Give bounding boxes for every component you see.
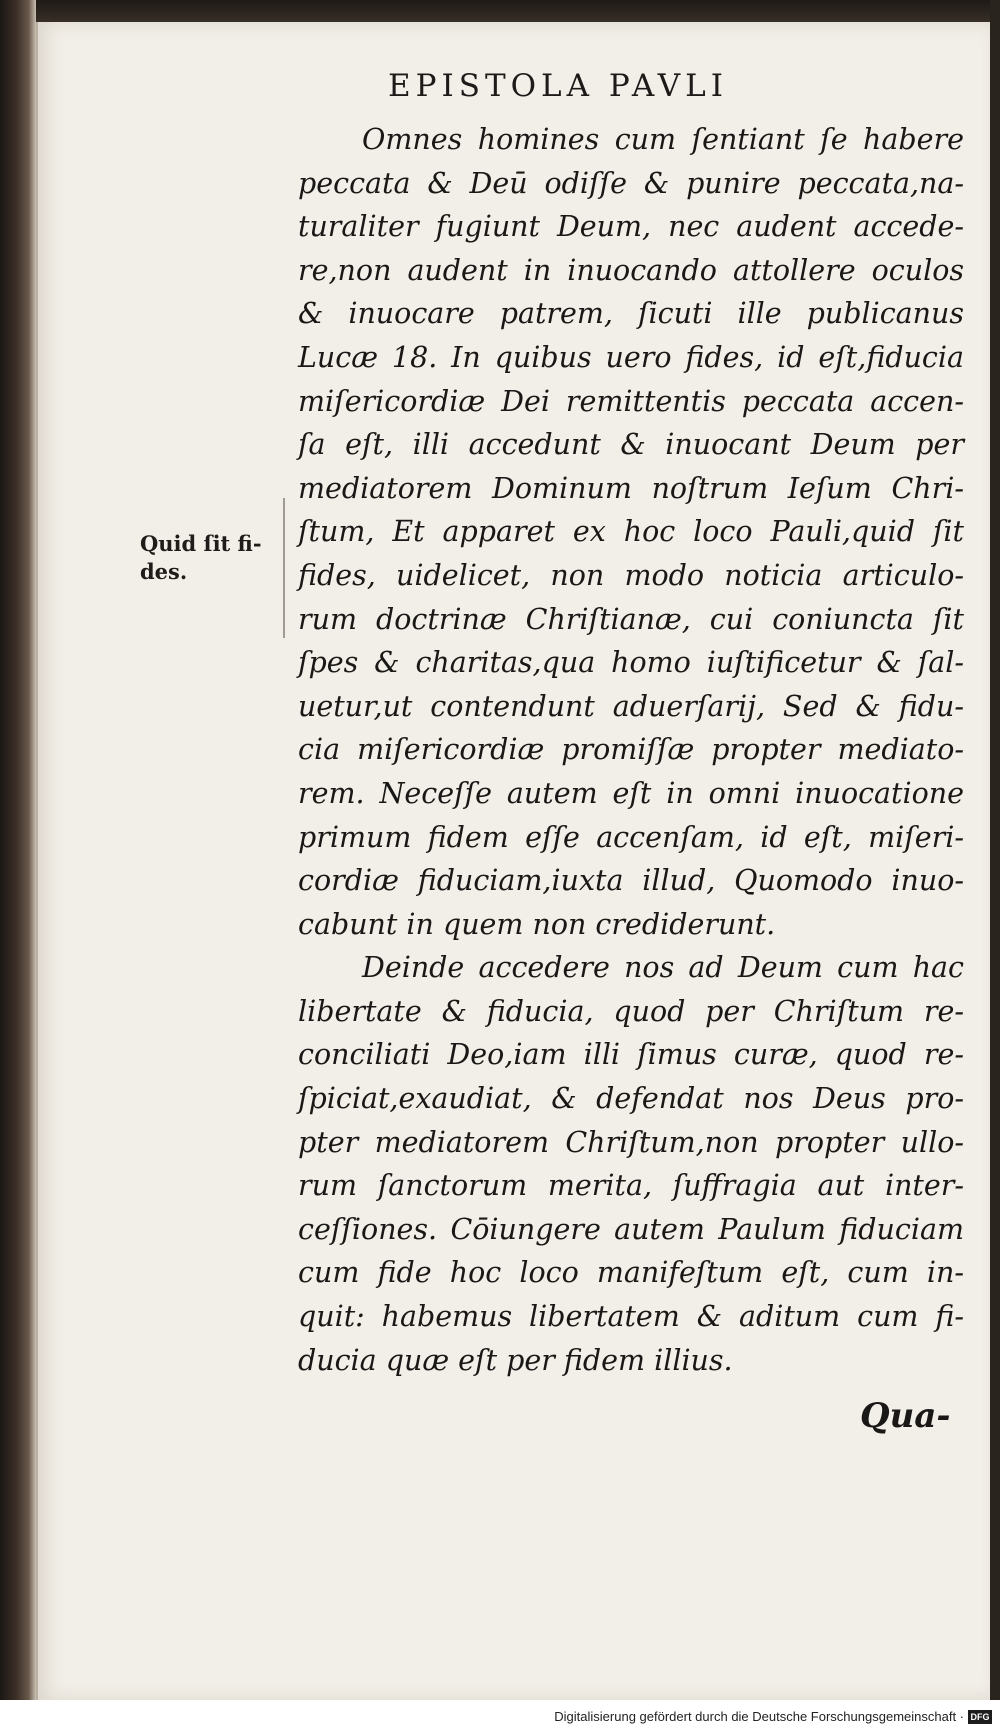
text-line: primum fidem eſſe accenſam, id eſt, miſeri-	[298, 820, 964, 854]
text-line: cia miſericordiæ promiſſæ propter mediato-	[298, 733, 964, 767]
text-line: rum doctrinæ Chriſtianæ, cui coniuncta ſit	[298, 602, 964, 636]
footer-credit: Digitalisierung gefördert durch die Deutsche Forschungsgemeinschaft ·	[554, 1709, 964, 1724]
text-line: fides, uidelicet, non modo noticia articulo-	[298, 558, 964, 592]
text-line: cabunt in quem non crediderunt.	[298, 907, 776, 941]
text-line: turaliter fugiunt Deum, nec audent accede-	[298, 210, 964, 244]
text-line: ſtum, Et apparet ex hoc loco Pauli,quid ſit	[298, 515, 964, 549]
text-line: ducia quæ eſt per fidem illius.	[298, 1343, 733, 1377]
margin-note	[140, 530, 290, 586]
text-line: Omnes homines cum ſentiant ſe habere	[362, 123, 964, 156]
digitization-footer	[0, 1700, 1000, 1730]
text-line: cordiæ fiduciam,iuxta illud, Quomodo inuo-	[298, 864, 964, 898]
book-edge-right	[990, 0, 1000, 1730]
text-line: Lucæ 18. In quibus uero fides, id eſt,fiducia	[298, 340, 964, 374]
book-edge-top	[0, 0, 1000, 24]
text-line: rum ſanctorum merita, ſuffragia aut inter-	[298, 1169, 964, 1203]
text-line: Deinde accedere nos ad Deum cum hac	[362, 951, 964, 985]
catchword: Qua-	[860, 1396, 951, 1436]
margin-note-line: des.	[140, 559, 188, 584]
text-line: ſa eſt, illi accedunt & inuocant Deum per	[298, 428, 964, 462]
text-line: & inuocare patrem, ſicuti ille publicanus	[298, 297, 964, 331]
text-line: mediatorem Dominum noſtrum Ieſum Chri-	[298, 471, 964, 505]
margin-note-line: Quid ſit fi-	[140, 531, 262, 556]
text-line: cum fide hoc loco manifeſtum eſt, cum in-	[298, 1256, 964, 1290]
body-text	[298, 118, 964, 1382]
text-line: miſericordiæ Dei remittentis peccata accen-	[298, 384, 964, 418]
text-line: ceſſiones. Cōiungere autem Paulum fiduciam	[298, 1212, 964, 1246]
running-head: EPISTOLA PAVLI	[388, 68, 728, 104]
text-line: peccata & Deū odiſſe & punire peccata,na-	[298, 166, 964, 200]
book-binding-edge	[0, 0, 36, 1730]
text-line: rem. Neceſſe autem eſt in omni inuocatione	[298, 776, 964, 810]
text-line: uetur,ut contendunt aduerſarij, Sed & fidu-	[298, 689, 964, 723]
text-line: pter mediatorem Chriſtum,non propter ullo-	[298, 1125, 964, 1159]
text-line: ſpes & charitas,qua homo iuſtificetur & ſal-	[298, 646, 964, 680]
text-line: ſpiciat,exaudiat, & defendat nos Deus pro-	[298, 1082, 964, 1116]
text-line: quit: habemus libertatem & aditum cum fi-	[298, 1300, 964, 1334]
text-line: libertate & fiducia, quod per Chriſtum re-	[298, 994, 964, 1028]
text-line: conciliati Deo,iam illi ſimus curæ, quod re-	[298, 1038, 964, 1072]
dfg-logo-icon: DFG	[968, 1710, 992, 1724]
text-line: re,non audent in inuocando attollere oculos	[298, 253, 964, 287]
